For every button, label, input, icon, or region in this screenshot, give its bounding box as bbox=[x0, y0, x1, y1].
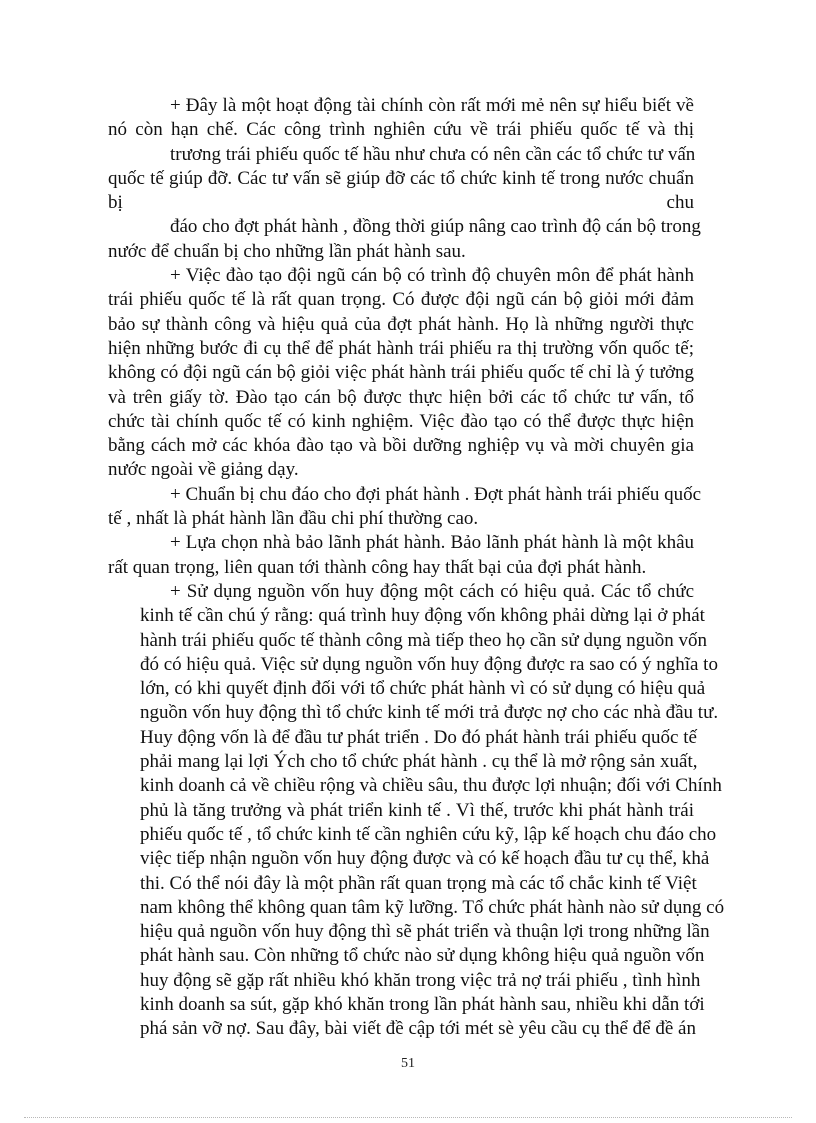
text-line: trương trái phiếu quốc tế hầu như chưa có nên cần các tổ chức tư vấn bbox=[170, 143, 696, 165]
text-line: huy động sẽ gặp rất nhiều khó khăn trong việc trả nợ trái phiếu , tình hình bbox=[140, 969, 701, 991]
text-line: việc tiếp nhận nguồn vốn huy động được và có kế hoạch đầu tư cụ thể, khả bbox=[140, 848, 710, 870]
text-line: + Lựa chọn nhà bảo lãnh phát hành. Bảo lãnh phát hành là một khâu bbox=[170, 532, 694, 554]
footer-dotted-rule bbox=[24, 1117, 792, 1118]
text-line: thi. Có thể nói đây là một phần rất quan trọng mà các tổ chắc kinh tế Việt bbox=[140, 872, 697, 894]
text-line: nam không thể không quan tâm kỹ lưỡng. Tổ chức phát hành nào sử dụng có bbox=[140, 896, 725, 918]
text-line: đó có hiệu quả. Việc sử dụng nguồn vốn huy động được ra sao có ý nghĩa to bbox=[140, 653, 718, 675]
text-line: + Sử dụng nguồn vốn huy động một cách có hiệu quả. Các tổ chức bbox=[170, 580, 694, 602]
text-line: đáo cho đợt phát hành , đồng thời giúp nâng cao trình độ cán bộ trong bbox=[170, 216, 701, 238]
text-line: + Chuẩn bị chu đáo cho đợi phát hành . Đợt phát hành trái phiếu quốc bbox=[170, 483, 702, 505]
text-line: phát hành sau. Còn những tổ chức nào sử dụng không hiệu quả nguồn vốn bbox=[140, 945, 705, 967]
text-line: phiếu quốc tế , tổ chức kinh tế cần nghiên cứu kỹ, lập kế hoạch chu đáo cho bbox=[140, 823, 717, 845]
text-line: chức tài chính quốc tế có kinh nghiệm. Việc đào tạo có thể được thực hiện bbox=[108, 410, 694, 432]
text-line: kinh doanh cả về chiều rộng và chiều sâu, thu được lợi nhuận; đối với Chính bbox=[140, 775, 722, 797]
text-line: hiện những bước đi cụ thể để phát hành trái phiếu ra thị trường vốn quốc tế; bbox=[108, 337, 694, 359]
text-line: bằng cách mở các khóa đào tạo và bồi dưỡng nghiệp vụ và mời chuyên gia bbox=[108, 435, 694, 457]
text-line: và trên giấy tờ. Đào tạo cán bộ được thực hiện bởi các tổ chức tư vấn, tổ bbox=[108, 386, 694, 408]
text-line: không có đội ngũ cán bộ giỏi việc phát hành trái phiếu quốc tế chỉ là ý tưởng bbox=[108, 362, 694, 384]
text-line: Huy động vốn là để đầu tư phát triển . Do đó phát hành trái phiếu quốc tế bbox=[140, 726, 697, 748]
text-line: bảo sự thành công và hiệu quả của đợt phát hành. Họ là những người thực bbox=[108, 313, 694, 335]
text-line: nước để chuẩn bị cho những lần phát hành sau. bbox=[108, 240, 466, 262]
text-line: nó còn hạn chế. Các công trình nghiên cứu về trái phiếu quốc tế và thị bbox=[108, 119, 694, 141]
text-line: quốc tế giúp đỡ. Các tư vấn sẽ giúp đỡ các tổ chức kinh tế trong nước chuẩn bbox=[108, 167, 694, 189]
text-line: + Đây là một hoạt động tài chính còn rất mới mẻ nên sự hiểu biết về bbox=[170, 95, 694, 116]
text-line: trái phiếu quốc tế là rất quan trọng. Có được đội ngũ cán bộ giỏi mới đảm bbox=[108, 289, 694, 311]
text-line: phủ là tăng trưởng và phát triển kinh tế . Vì thế, trước khi phát hành trái bbox=[140, 799, 694, 821]
body-text bbox=[108, 94, 725, 1042]
text-line: nguồn vốn huy động thì tổ chức kinh tế mới trả được nợ cho các nhà đầu tư. bbox=[140, 702, 719, 724]
text-line: tế , nhất là phát hành lần đầu chi phí thường cao. bbox=[108, 508, 479, 530]
text-line: + Việc đào tạo đội ngũ cán bộ có trình độ chuyên môn để phát hành bbox=[170, 265, 694, 287]
text-line: kinh doanh sa sút, gặp khó khăn trong lần phát hành sau, nhiều khi dẫn tới bbox=[140, 993, 705, 1015]
text-line: rất quan trọng, liên quan tới thành công hay thất bại của đợi phát hành. bbox=[108, 556, 647, 578]
text-line: phải mang lại lợi Ých cho tổ chức phát hành . cụ thể là mở rộng sản xuất, bbox=[140, 751, 698, 773]
text-line: bị chu bbox=[108, 192, 694, 214]
text-line: lớn, có khi quyết định đối với tổ chức phát hành vì có sử dụng có hiệu quả bbox=[140, 678, 706, 700]
text-line: hiệu quả nguồn vốn huy động thì sẽ phát triển và thuận lợi trong những lần bbox=[140, 921, 710, 943]
page-number: 51 bbox=[401, 1056, 415, 1071]
text-line: nước ngoài về giảng dạy. bbox=[108, 459, 299, 481]
text-line: phá sản vỡ nợ. Sau đây, bài viết đề cập tới mét sè yêu cầu cụ thể để đề án bbox=[140, 1018, 696, 1040]
text-line: hành trái phiếu quốc tế thành công mà tiếp theo họ cần sử dụng nguồn vốn bbox=[140, 629, 707, 651]
text-line: kinh tế cần chú ý rằng: quá trình huy động vốn không phải dừng lại ở phát bbox=[140, 605, 705, 627]
